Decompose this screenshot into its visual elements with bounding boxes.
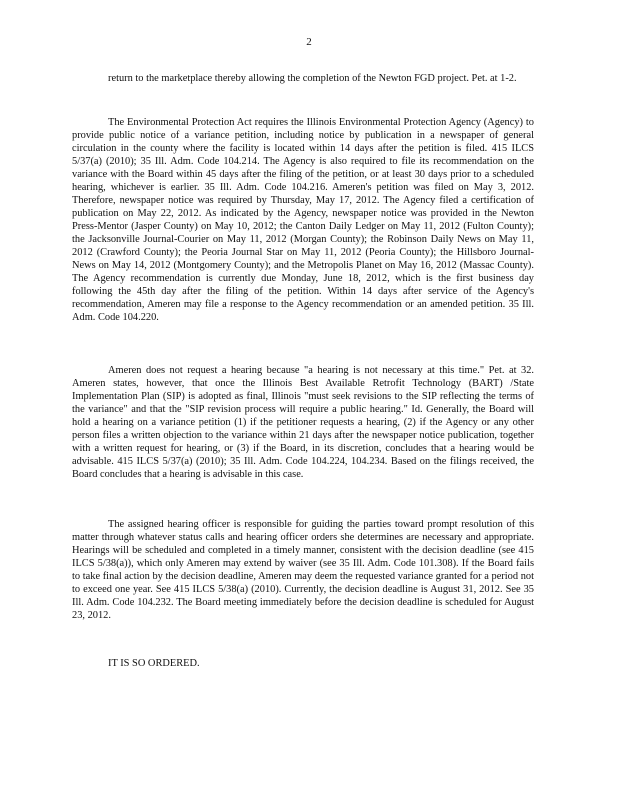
paragraph-text: The Environmental Protection Act requires the Illinois Environmental Protection Agency (Agency) to provide public notice of a variance petition, including notice by publication in a newspaper of general circulation in the county where the facility is located within 14 days after the petition is filed. 415 ILCS 5/37(a) (2010); 35 Ill. Adm. Code 104.214. The Agency is also required to file its recommendation on the variance with the Board within 45 days after the filing of the petition, or at least 30 days prior to a scheduled hearing, whichever is earlier. 35 Ill. Adm. Code 104.216. Ameren's petition was filed on May 3, 2012. Therefore, newspaper notice was required by Thursday, May 17, 2012. The Agency filed a certification of publication on May 22, 2012. As indicated by the Agency, newspaper notice was provided in the Newton Press-Mentor (Jasper County) on May 10, 2012; the Canton Daily Ledger on May 11, 2012 (Fulton County); the Jacksonville Journal-Courier on May 11, 2012 (Morgan County); the Robinson Daily News on May 11, 2012 (Crawford County); the Peoria Journal Star on May 11, 2012 (Peoria County); the Hillsboro Journal-News on May 14, 2012 (Montgomery County); and the Metropolis Planet on May 16, 2012 (Massac County). The Agency recommendation is currently due Monday, June 18, 2012, which is the first business day following the 45th day after the filing of the petition. Within 14 days after service of the Agency's recommendation, Ameren may file a response to the Agency recommendation or an amended petition. 35 Ill. Adm. Code 104.220. — [72, 117, 534, 323]
paragraph-public-notice — [72, 116, 534, 324]
intro-paragraph — [108, 72, 518, 85]
order-statement: IT IS SO ORDERED. — [108, 658, 200, 669]
intro-text: return to the marketplace thereby allowing the completion of the Newton FGD project. Pet. at 1-2. — [108, 73, 517, 84]
paragraph-text: Ameren does not request a hearing because "a hearing is not necessary at this time." Pet. at 32. Ameren states, however, that once the Illinois Best Available Retrofit Technology (BART) /State Implementation Plan (SIP) is adopted as final, Illinois "must seek revisions to the SIP reflecting the terms of the variance" and that the "SIP revision process will require a public hearing." Id. Generally, the Board will hold a hearing on a variance petition (1) if the petitioner requests a hearing, (2) if the Agency or any other person files a written objection to the variance within 21 days after the newspaper notice publication, together with a written request for hearing, or (3) if the Board, in its discretion, concludes that a hearing would be advisable. 415 ILCS 5/37(a) (2010); 35 Ill. Adm. Code 104.224, 104.234. Based on the filings received, the Board concludes that a hearing is advisable in this case. — [72, 365, 534, 480]
paragraph-hearing-officer — [72, 518, 534, 622]
paragraph-text: The assigned hearing officer is responsible for guiding the parties toward prompt resolution of this matter through whatever status calls and hearing officer orders she determines are necessary and appropriate. Hearings will be scheduled and completed in a timely manner, consistent with the decision deadline (see 415 ILCS 5/38(a)), which only Ameren may extend by waiver (see 35 Ill. Adm. Code 101.308). If the Board fails to take final action by the decision deadline, Ameren may deem the requested variance granted for a period not to exceed one year. See 415 ILCS 5/38(a) (2010). Currently, the decision deadline is August 31, 2012. See 35 Ill. Adm. Code 104.232. The Board meeting immediately before the decision deadline is scheduled for August 23, 2012. — [72, 519, 534, 621]
page-number: 2 — [306, 36, 312, 48]
paragraph-hearing — [72, 364, 534, 481]
